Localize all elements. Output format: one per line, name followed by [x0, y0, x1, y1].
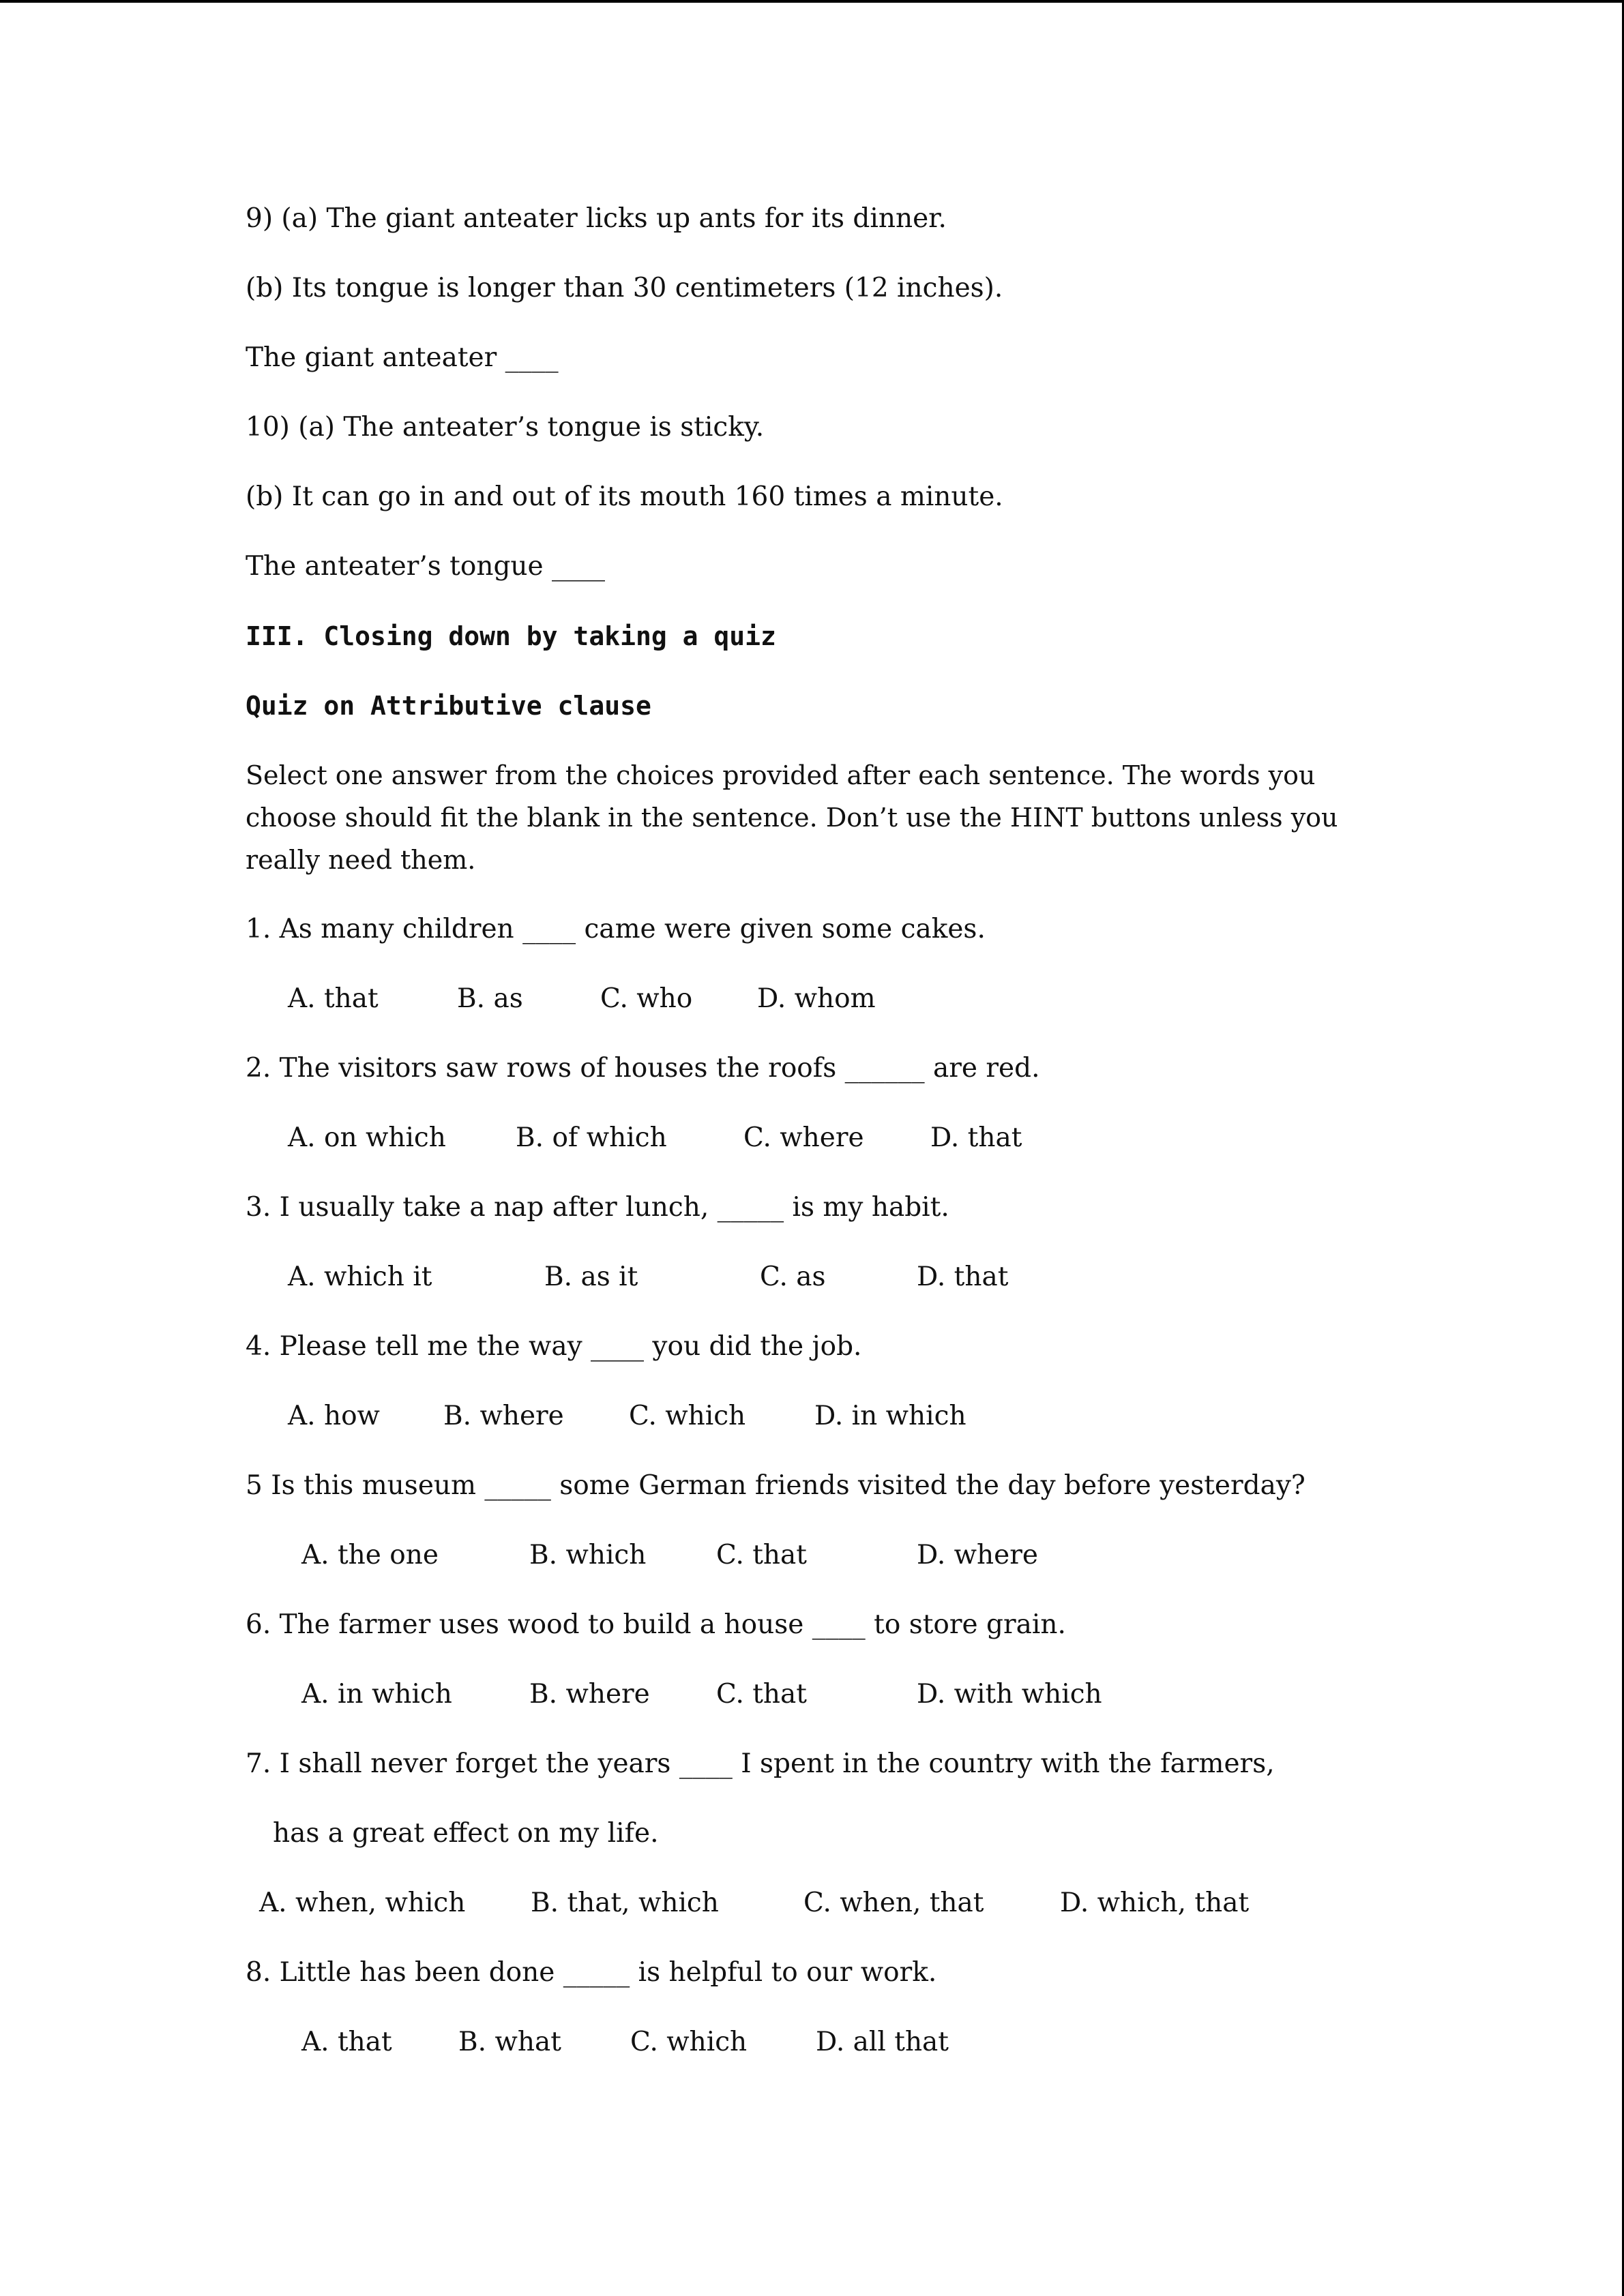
- option-a: A. on which: [288, 1122, 446, 1153]
- option-b: B. of which: [516, 1122, 667, 1153]
- option-a: A. how: [288, 1401, 380, 1431]
- question-5: 5 Is this museum _____ some German friends visited the day before yesterday?: [246, 1470, 1305, 1501]
- question-8-options: [246, 2021, 1391, 2063]
- question-7: 7. I shall never forget the years ____ I spent in the country with the farmers,: [246, 1748, 1275, 1779]
- question-3: 3. I usually take a nap after lunch, _____ is my habit.: [246, 1192, 949, 1223]
- question-5-options: [246, 1534, 1391, 1577]
- prev-item-10a: 10) (a) The anteater’s tongue is sticky.: [246, 412, 765, 443]
- option-d: D. that: [917, 1262, 1009, 1292]
- question-6: 6. The farmer uses wood to build a house ____ to store grain.: [246, 1609, 1066, 1640]
- option-b: B. which: [529, 1540, 647, 1570]
- option-a: A. which it: [288, 1262, 432, 1292]
- option-b: B. as: [457, 983, 523, 1014]
- prev-item-10-answer: The anteater’s tongue ____: [246, 551, 606, 582]
- quiz-title: Quiz on Attributive clause: [246, 691, 651, 721]
- document-page: [246, 198, 1391, 2091]
- quiz-instructions: Select one answer from the choices provided after each sentence. The words you choose should fit the blank in the sentence. Don’t use the HINT buttons unless you really need them.: [246, 760, 1338, 875]
- option-a: A. the one: [301, 1540, 439, 1570]
- option-a: A. that: [288, 983, 379, 1014]
- option-c: C. when, that: [803, 1888, 984, 1918]
- question-4-options: [246, 1395, 1391, 1437]
- option-a: A. that: [301, 2027, 392, 2057]
- option-c: C. which: [629, 1401, 746, 1431]
- question-7-options: [246, 1882, 1391, 1924]
- question-6-options: [246, 1673, 1391, 1716]
- prev-item-9b: (b) Its tongue is longer than 30 centimeters (12 inches).: [246, 273, 1003, 303]
- option-c: C. that: [716, 1679, 807, 1710]
- question-1-options: [246, 978, 1391, 1020]
- question-3-options: [246, 1256, 1391, 1298]
- option-c: C. where: [743, 1122, 864, 1153]
- option-d: D. all that: [816, 2027, 949, 2057]
- option-c: C. that: [716, 1540, 807, 1570]
- question-2-options: [246, 1117, 1391, 1159]
- prev-item-9a: 9) (a) The giant anteater licks up ants for its dinner.: [246, 203, 947, 234]
- option-d: D. in which: [814, 1401, 966, 1431]
- question-4: 4. Please tell me the way ____ you did the job.: [246, 1331, 862, 1362]
- option-b: B. as it: [544, 1262, 638, 1292]
- prev-item-9-answer: The giant anteater ____: [246, 342, 559, 373]
- section-heading: III. Closing down by taking a quiz: [246, 621, 776, 651]
- option-d: D. with which: [917, 1679, 1102, 1710]
- option-d: D. whom: [757, 983, 876, 1014]
- option-c: C. which: [630, 2027, 748, 2057]
- option-b: B. that, which: [531, 1888, 719, 1918]
- question-7-continuation: has a great effect on my life.: [273, 1818, 659, 1849]
- option-a: A. in which: [301, 1679, 452, 1710]
- option-b: B. what: [458, 2027, 561, 2057]
- top-border: [0, 0, 1624, 3]
- question-1: 1. As many children ____ came were given some cakes.: [246, 914, 986, 944]
- prev-item-10b: (b) It can go in and out of its mouth 160 times a minute.: [246, 481, 1003, 512]
- option-b: B. where: [529, 1679, 650, 1710]
- question-8: 8. Little has been done _____ is helpful to our work.: [246, 1957, 937, 1988]
- option-d: D. which, that: [1060, 1888, 1250, 1918]
- option-d: D. where: [917, 1540, 1038, 1570]
- question-2: 2. The visitors saw rows of houses the roofs ______ are red.: [246, 1053, 1040, 1084]
- option-b: B. where: [443, 1401, 564, 1431]
- option-c: C. who: [600, 983, 693, 1014]
- option-a: A. when, which: [259, 1888, 466, 1918]
- option-c: C. as: [760, 1262, 826, 1292]
- option-d: D. that: [930, 1122, 1022, 1153]
